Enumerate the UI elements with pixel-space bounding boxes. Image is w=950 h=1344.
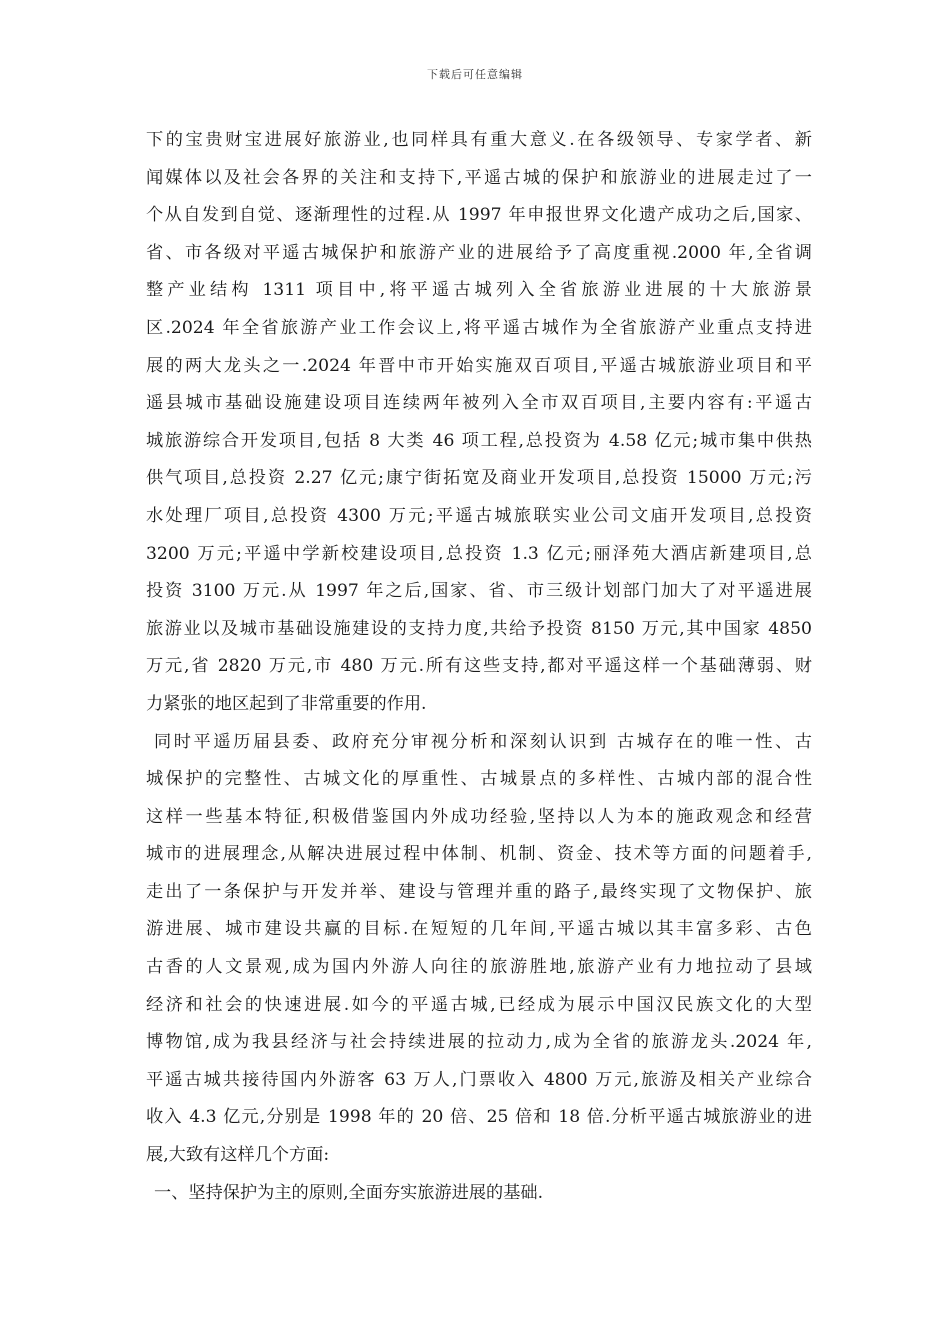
text-line: 古香的人文景观,成为国内外游人向往的旅游胜地,旅游产业有力地拉动了县域 [146,957,812,978]
text-line: 同时平遥历届县委、政府充分审视分析和深刻认识到 古城存在的唯一性、古 [154,731,812,752]
text-line: 一、坚持保护为主的原则,全面夯实旅游进展的基础. [154,1182,544,1203]
text-line: 这样一些基本特征,积极借鉴国内外成功经验,坚持以人为本的施政观念和经营 [146,806,812,827]
text-line: 水处理厂项目,总投资 4300 万元;平遥古城旅联实业公司文庙开发项目,总投资 [146,505,812,526]
text-line: 省、市各级对平遥古城保护和旅游产业的进展给予了高度重视.2000 年,全省调 [146,242,812,263]
text-line: 区.2024 年全省旅游产业工作会议上,将平遥古城作为全省旅游产业重点支持进 [146,317,812,338]
text-line: 闻媒体以及社会各界的关注和支持下,平遥古城的保护和旅游业的进展走过了一 [146,167,812,188]
text-line: 游进展、城市建设共赢的目标.在短短的几年间,平遥古城以其丰富多彩、古色 [146,919,812,940]
page-header: 下载后可任意编辑 [427,68,523,81]
text-line: 平遥古城共接待国内外游客 63 万人,门票收入 4800 万元,旅游及相关产业综合 [146,1069,812,1090]
text-line: 走出了一条保护与开发并举、建设与管理并重的路子,最终实现了文物保护、旅 [146,881,812,902]
text-line: 整产业结构 1311 项目中,将平遥古城列入全省旅游业进展的十大旅游景 [146,280,812,301]
text-line: 遥县城市基础设施建设项目连续两年被列入全市双百项目,主要内容有:平遥古 [146,393,812,414]
text-line: 投资 3100 万元.从 1997 年之后,国家、省、市三级计划部门加大了对平遥进展 [146,581,812,602]
text-line: 个从自发到自觉、逐渐理性的过程.从 1997 年申报世界文化遗产成功之后,国家、 [146,205,812,226]
text-line: 收入 4.3 亿元,分别是 1998 年的 20 倍、25 倍和 18 倍.分析平遥古城旅游业的进 [146,1107,812,1128]
text-line: 城旅游综合开发项目,包括 8 大类 46 项工程,总投资为 4.58 亿元;城市集中供热 [146,430,812,451]
text-line: 万元,省 2820 万元,市 480 万元.所有这些支持,都对平遥这样一个基础薄弱、财 [146,656,812,677]
text-line: 供气项目,总投资 2.27 亿元;康宁街拓宽及商业开发项目,总投资 15000 万元;污 [146,468,812,489]
text-line: 旅游业以及城市基础设施建设的支持力度,共给予投资 8150 万元,其中国家 4850 [146,618,812,639]
text-line: 城市的进展理念,从解决进展过程中体制、机制、资金、技术等方面的问题着手, [146,844,812,865]
text-line: 经济和社会的快速进展.如今的平遥古城,已经成为展示中国汉民族文化的大型 [146,994,812,1015]
text-line: 力紧张的地区起到了非常重要的作用. [146,693,427,714]
text-line: 博物馆,成为我县经济与社会持续进展的拉动力,成为全省的旅游龙头.2024 年, [146,1032,812,1053]
text-line: 下的宝贵财宝进展好旅游业,也同样具有重大意义.在各级领导、专家学者、新 [146,130,812,150]
document-body [146,122,812,1212]
text-line: 展的两大龙头之一.2024 年晋中市开始实施双百项目,平遥古城旅游业项目和平 [146,355,812,376]
text-line: 3200 万元;平遥中学新校建设项目,总投资 1.3 亿元;丽泽苑大酒店新建项目,总 [146,543,812,564]
text-line: 城保护的完整性、古城文化的厚重性、古城景点的多样性、古城内部的混合性 [146,769,812,790]
text-line: 展,大致有这样几个方面: [146,1145,330,1166]
